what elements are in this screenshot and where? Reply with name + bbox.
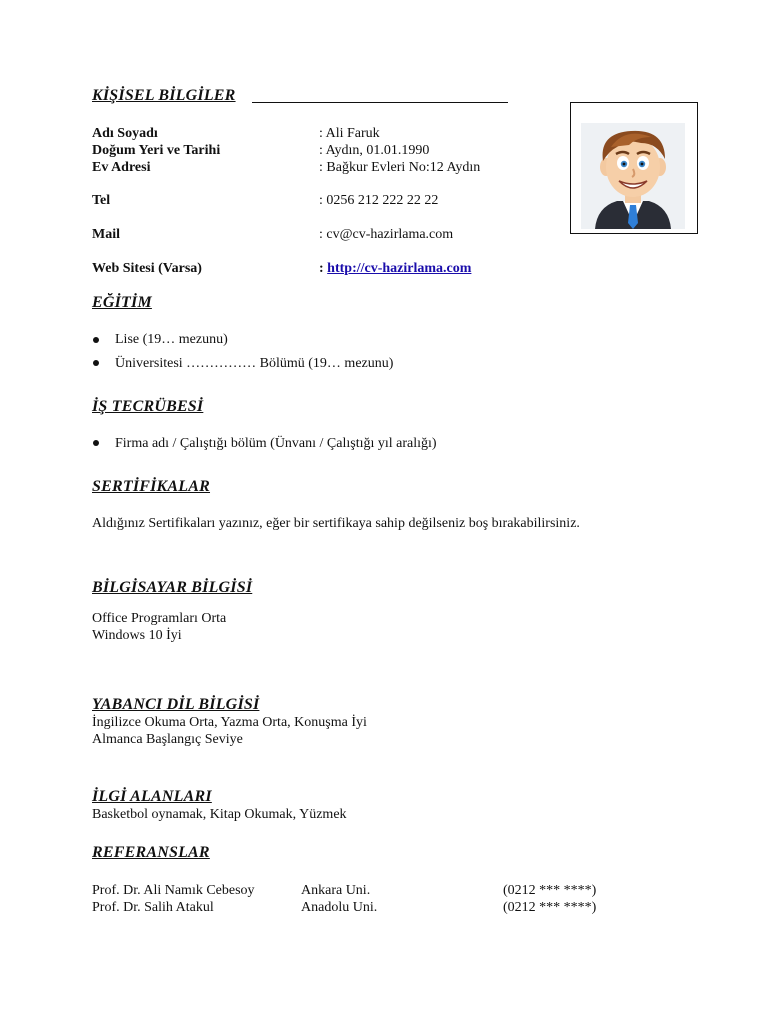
education-heading: EĞİTİM — [92, 294, 152, 311]
language-line: İngilizce Okuma Orta, Yazma Orta, Konuşma İyi — [92, 715, 367, 730]
reference-org: Anadolu Uni. — [301, 900, 378, 915]
bullet-icon — [93, 440, 99, 446]
phone-label: Tel — [92, 193, 111, 208]
references-heading: REFERANSLAR — [92, 844, 210, 861]
address-label: Ev Adresi — [92, 160, 151, 175]
bullet-icon — [93, 337, 99, 343]
website-prefix: : — [319, 261, 328, 276]
cartoon-man-avatar-icon — [581, 123, 685, 229]
heading-underline-rule — [252, 102, 508, 103]
birth-label: Doğum Yeri ve Tarihi — [92, 143, 221, 158]
reference-name: Prof. Dr. Ali Namık Cebesoy — [92, 883, 255, 898]
language-line: Almanca Başlangıç Seviye — [92, 732, 243, 747]
address-value: : Bağkur Evleri No:12 Aydın — [319, 160, 481, 175]
phone-value: : 0256 212 222 22 22 — [319, 193, 439, 208]
website-value — [319, 261, 471, 277]
mail-value: : cv@cv-hazirlama.com — [319, 227, 454, 242]
profile-photo-frame — [570, 102, 698, 234]
languages-heading: YABANCI DİL BİLGİSİ — [92, 696, 260, 713]
interests-text: Basketbol oynamak, Kitap Okumak, Yüzmek — [92, 807, 347, 822]
name-value: : Ali Faruk — [319, 126, 380, 141]
website-label: Web Sitesi (Varsa) — [92, 261, 202, 276]
reference-org: Ankara Uni. — [301, 883, 371, 898]
birth-value: : Aydın, 01.01.1990 — [319, 143, 430, 158]
education-item: Lise (19… mezunu) — [115, 332, 228, 347]
certificates-heading: SERTİFİKALAR — [92, 478, 211, 495]
reference-name: Prof. Dr. Salih Atakul — [92, 900, 214, 915]
experience-heading: İŞ TECRÜBESİ — [92, 398, 204, 415]
computer-line: Office Programları Orta — [92, 611, 227, 626]
name-label: Adı Soyadı — [92, 126, 158, 141]
reference-phone: (0212 *** ****) — [503, 883, 597, 898]
mail-label: Mail — [92, 227, 120, 242]
certificates-text: Aldığınız Sertifikaları yazınız, eğer bir sertifikaya sahip değilseniz boş bırakabilirsiniz. — [92, 516, 580, 531]
website-link[interactable]: http://cv-hazirlama.com — [327, 261, 472, 276]
personal-heading: KİŞİSEL BİLGİLER — [92, 87, 236, 104]
bullet-icon — [93, 360, 99, 366]
education-item: Üniversitesi …………… Bölümü (19… mezunu) — [115, 356, 394, 371]
computer-heading: BİLGİSAYAR BİLGİSİ — [92, 579, 253, 596]
computer-line: Windows 10 İyi — [92, 628, 182, 643]
experience-item: Firma adı / Çalıştığı bölüm (Ünvanı / Çalıştığı yıl aralığı) — [115, 436, 437, 451]
reference-phone: (0212 *** ****) — [503, 900, 597, 915]
interests-heading: İLGİ ALANLARI — [92, 788, 212, 805]
